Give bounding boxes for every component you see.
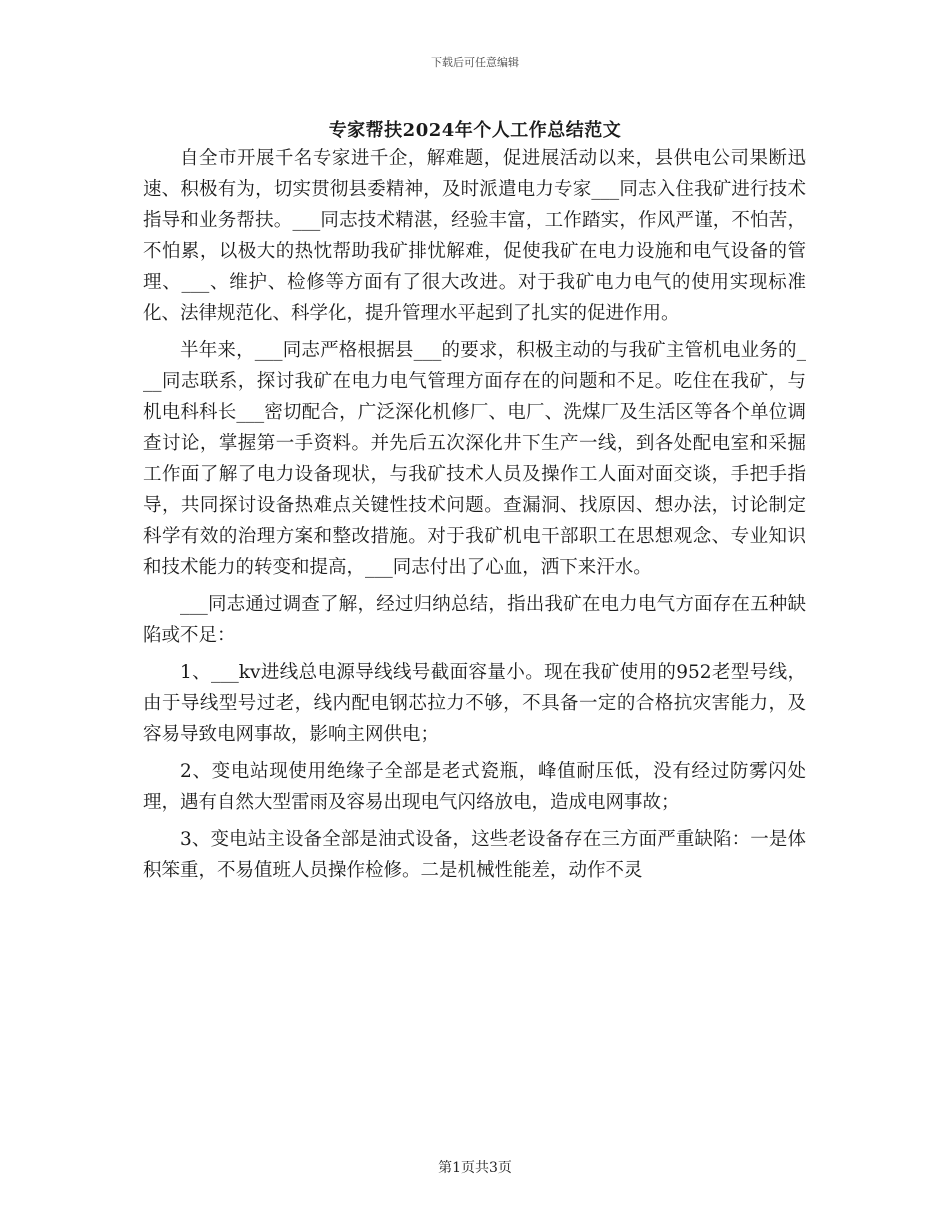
header-note: 下载后可任意编辑 xyxy=(431,56,519,69)
document-body xyxy=(143,143,806,892)
paragraph-half-year: 半年来，___同志严格根据县___的要求，积极主动的与我矿主管机电业务的___同志联系，探讨我矿在电力电气管理方面存在的问题和不足。吃住在我矿，与机电科科长___密切配合，广泛深化机修厂、电厂、洗煤厂及生活区等各个单位调查讨论，掌握第一手资料。并先后五次深化井下生产一线，到各处配电室和采掘工作面了解了电力设备现状，与我矿技术人员及操作工人面对面交谈，手把手指导，共同探讨设备热难点关键性技术问题。查漏洞、找原因、想办法，讨论制定科学有效的治理方案和整改措施。对于我矿机电干部职工在思想观念、专业知识和技术能力的转变和提高，___同志付出了心血，洒下来汗水。 xyxy=(143,340,806,578)
paragraph-item-3: 3、变电站主设备全部是油式设备，这些老设备存在三方面严重缺陷：一是体积笨重，不易值班人员操作检修。二是机械性能差，动作不灵 xyxy=(143,829,806,881)
document-title: 专家帮扶2024年个人工作总结范文 xyxy=(328,120,622,141)
paragraph-item-1: 1、___kv进线总电源导线线号截面容量小。现在我矿使用的952老型号线，由于导线型号过老，线内配电钢芯拉力不够，不具备一定的合格抗灾害能力，及容易导致电网事故，影响主网供电； xyxy=(143,662,806,745)
paragraph-findings: ___同志通过调查了解，经过归纳总结，指出我矿在电力电气方面存在五种缺陷或不足： xyxy=(143,594,806,646)
paragraph-intro: 自全市开展千名专家进千企，解难题，促进展活动以来，县供电公司果断迅速、积极有为，切实贯彻县委精神，及时派遣电力专家___同志入住我矿进行技术指导和业务帮扶。___同志技术精湛，经验丰富，工作踏实，作风严谨，不怕苦，不怕累，以极大的热忱帮助我矿排忧解难，促使我矿在电力设施和电气设备的管理、___、维护、检修等方面有了很大改进。对于我矿电力电气的使用实现标准化、法律规范化、科学化，提升管理水平起到了扎实的促进作用。 xyxy=(143,148,806,324)
paragraph-item-2: 2、变电站现使用绝缘子全部是老式瓷瓶，峰值耐压低，没有经过防雾闪处理，遇有自然大型雷雨及容易出现电气闪络放电，造成电网事故； xyxy=(143,761,806,813)
page-footer: 第1页共3页 xyxy=(438,1160,512,1176)
